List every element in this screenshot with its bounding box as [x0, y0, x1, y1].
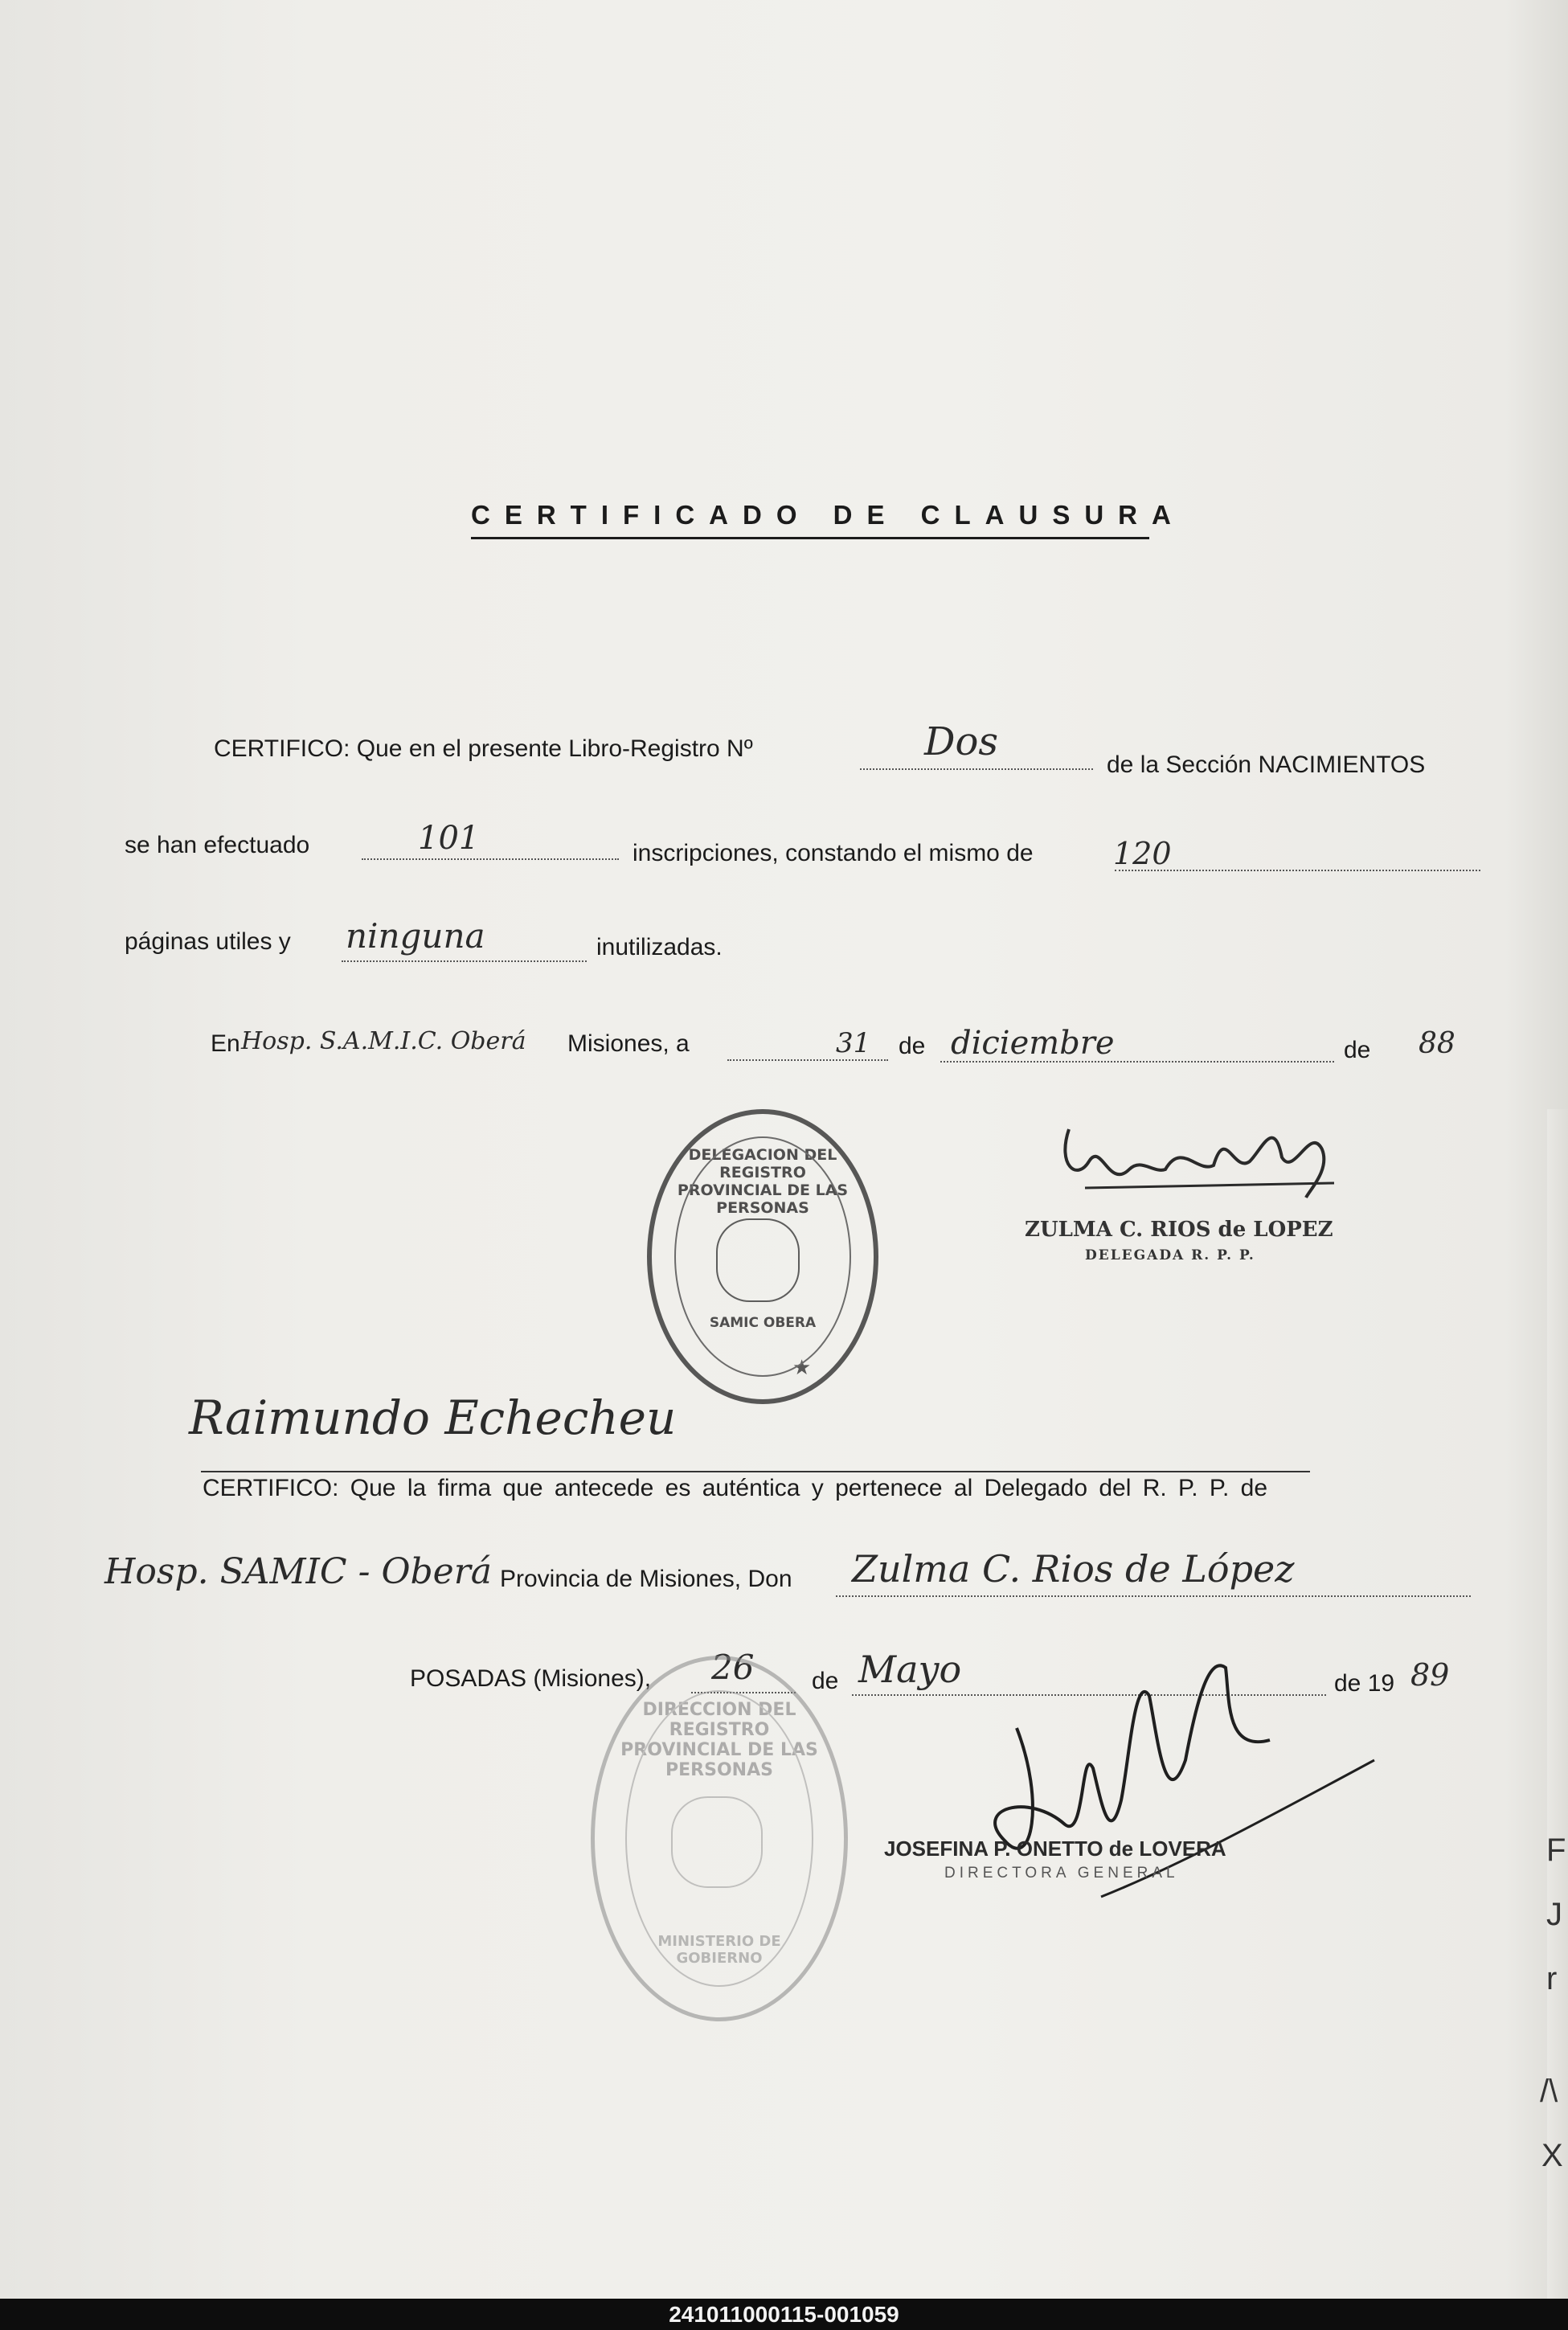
- handwritten-inscripciones: 101: [418, 820, 480, 857]
- handwritten-month: diciembre: [951, 1025, 1115, 1062]
- signature2-role: DIRECTORA GENERAL: [944, 1865, 1179, 1882]
- dotted-line: [342, 960, 587, 962]
- signature-scrawl-1: [1053, 1093, 1350, 1206]
- signature1-name: ZULMA C. RIOS de LOPEZ: [1025, 1218, 1333, 1242]
- para1-line2-middle: inscripciones, constando el mismo de: [633, 840, 1034, 866]
- seal1-ring-text: DELEGACION DEL REGISTRO PROVINCIAL DE LAS PERSONAS: [677, 1146, 849, 1217]
- signature-line: [201, 1471, 1310, 1472]
- handwritten-day: 31: [836, 1027, 871, 1059]
- handwritten-year: 88: [1419, 1027, 1455, 1060]
- document-title: CERTIFICADO DE CLAUSURA: [471, 500, 1149, 539]
- handwritten-delegado-name: Zulma C. Rios de López: [852, 1547, 1295, 1591]
- dotted-line: [860, 768, 1093, 770]
- para2-line3-text: POSADAS (Misiones),: [410, 1665, 652, 1692]
- dotted-line: [836, 1595, 1471, 1597]
- para1-line4-year-prefix: de: [1344, 1037, 1371, 1063]
- official-seal-2: [591, 1656, 848, 2021]
- adjacent-page-edge: [1547, 1109, 1568, 2299]
- star-icon: ★: [792, 1355, 812, 1379]
- handwritten-name: Raimundo Echecheu: [189, 1390, 677, 1445]
- signature-scrawl-2: [924, 1640, 1390, 1945]
- document-id-footer: 241011000115-001059: [0, 2299, 1568, 2330]
- para2-line1-text: CERTIFICO: Que la firma que antecede es auténtica y pertenece al Delegado del R. P. P. de: [203, 1475, 1268, 1501]
- para1-line1-text: CERTIFICO: Que en el presente Libro-Registro Nº: [214, 735, 753, 762]
- edge-char: /\: [1540, 2074, 1558, 2109]
- seal2-emblem: [671, 1796, 763, 1888]
- para2-line3-year-prefix: de 19: [1334, 1670, 1395, 1697]
- handwritten-delegacion: Hosp. SAMIC - Oberá: [104, 1551, 492, 1592]
- edge-char: F: [1546, 1832, 1566, 1868]
- para2-line3-de: de: [812, 1668, 839, 1694]
- para1-line3-suffix: inutilizadas.: [596, 934, 723, 960]
- signature2-name: JOSEFINA P. ONETTO de LOVERA: [884, 1837, 1226, 1861]
- handwritten-paginas: 120: [1113, 836, 1172, 871]
- official-seal-1: [647, 1109, 878, 1404]
- handwritten-place: Hosp. S.A.M.I.C. Oberá: [241, 1027, 526, 1055]
- signature1-role: DELEGADA R. P. P.: [1085, 1247, 1255, 1263]
- edge-char: X: [1541, 2138, 1563, 2173]
- para1-line4-prefix: En: [211, 1030, 240, 1057]
- edge-char: r: [1546, 1961, 1558, 1996]
- handwritten-month-2: Mayo: [858, 1648, 962, 1691]
- handwritten-year-2: 89: [1410, 1657, 1450, 1693]
- dotted-line: [362, 858, 619, 860]
- para1-line2-text: se han efectuado: [125, 832, 310, 858]
- seal2-ring-text: DIRECCION DEL REGISTRO PROVINCIAL DE LAS PERSONAS: [620, 1700, 818, 1780]
- para1-line3-text: páginas utiles y: [125, 928, 291, 955]
- seal2-bottom-text: MINISTERIO DE GOBIERNO: [657, 1933, 781, 1967]
- handwritten-ninguna: ninguna: [346, 916, 485, 956]
- para1-line4-de: de: [899, 1033, 926, 1059]
- para1-line1-suffix: de la Sección NACIMIENTOS: [1107, 751, 1426, 778]
- edge-char: J: [1546, 1897, 1562, 1932]
- dotted-line: [727, 1059, 888, 1061]
- seal1-emblem: [716, 1218, 800, 1302]
- seal1-bottom-text: SAMIC OBERA: [709, 1315, 817, 1331]
- handwritten-registro-number: Dos: [924, 719, 999, 764]
- para2-line2-text: Provincia de Misiones, Don: [500, 1566, 792, 1592]
- handwritten-day-2: 26: [711, 1648, 755, 1687]
- para1-line4-misiones: Misiones, a: [567, 1030, 690, 1057]
